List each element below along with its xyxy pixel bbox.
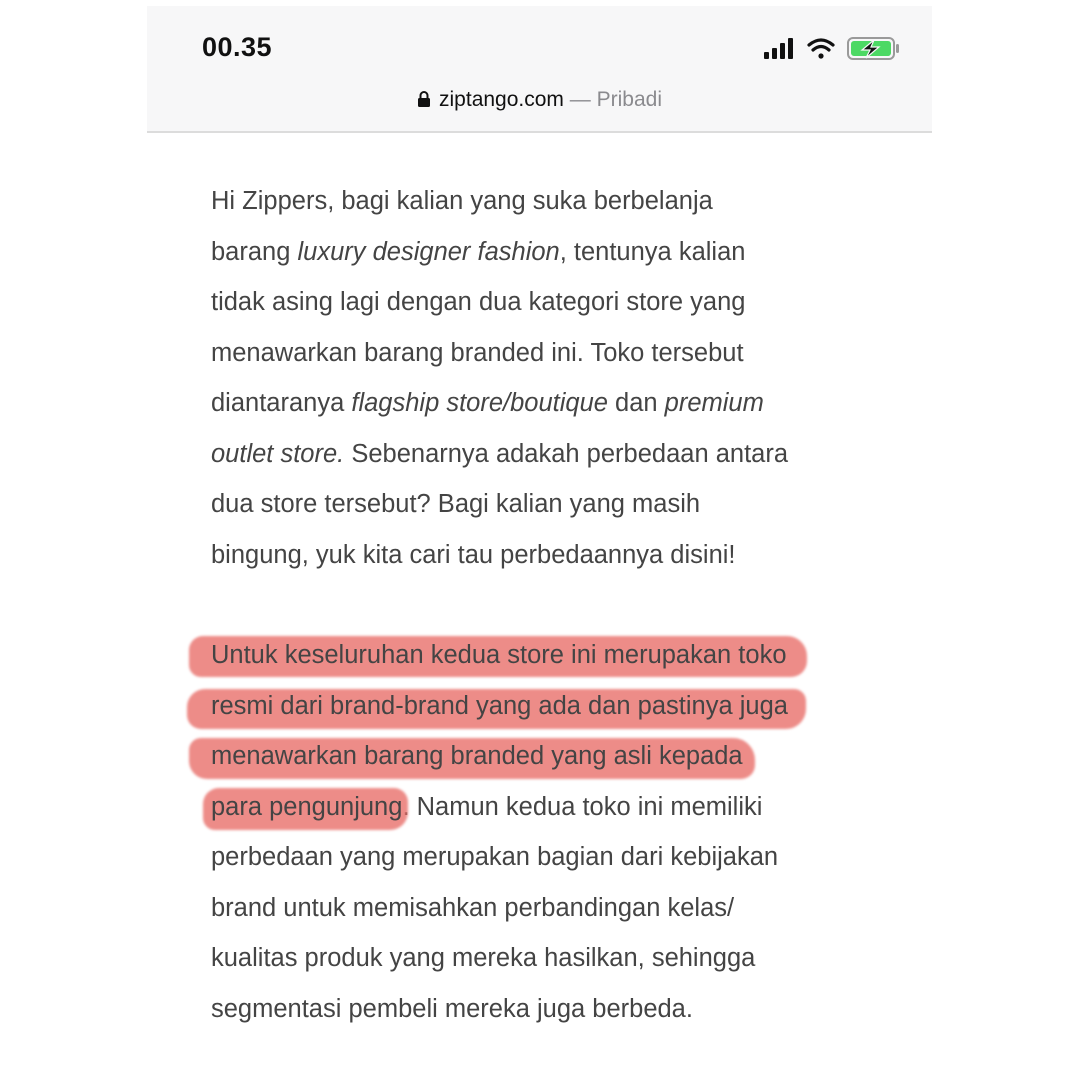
article-line (211, 378, 901, 429)
battery-charging-icon (848, 38, 899, 59)
article-paragraph-intro (211, 176, 901, 580)
article-body (211, 176, 901, 1034)
article-line: kualitas produk yang mereka hasilkan, sehingga (211, 944, 756, 972)
address-separator: — (569, 88, 591, 111)
signal-icon (764, 38, 793, 59)
article-text: . Namun kedua toko ini memiliki (402, 792, 763, 821)
article-text: Sebenarnya adakah perbedaan antara (344, 439, 789, 468)
article-line (211, 277, 901, 328)
lock-icon (417, 90, 431, 114)
article-line: brand untuk memisahkan perbandingan kelas/ (211, 893, 735, 922)
article-line (211, 530, 901, 581)
italic-text: luxury designer fashion (297, 237, 560, 266)
status-icons (764, 36, 906, 60)
article-text: menawarkan barang branded ini. Toko tersebut (211, 338, 744, 367)
article-line (211, 227, 901, 278)
article-text: Hi Zippers, bagi kalian yang suka berbelanja (211, 187, 713, 215)
article-line (211, 731, 901, 782)
article-text: , tentunya kalian (559, 237, 746, 266)
italic-text: premium (664, 389, 764, 417)
address-label: Pribadi (596, 88, 662, 111)
phone-screen (147, 6, 932, 1080)
highlighted-text: resmi dari brand-brand yang ada dan pastinya juga (211, 681, 788, 732)
highlighted-text: Untuk keseluruhan kedua store ini merupakan toko (211, 630, 787, 681)
article-line (211, 782, 901, 833)
highlighted-text: para pengunjung (211, 782, 402, 833)
article-line (211, 429, 901, 480)
wifi-icon (809, 40, 833, 59)
italic-text: outlet store. (211, 439, 345, 468)
article-line (211, 630, 901, 681)
article-text: dua store tersebut? Bagi kalian yang masih (211, 490, 701, 518)
address-bar[interactable] (147, 88, 932, 114)
article-line: segmentasi pembeli mereka juga berbeda. (211, 994, 693, 1023)
article-line (211, 328, 901, 379)
article-text: bingung, yuk kita cari tau perbedaannya disini! (211, 540, 736, 569)
status-time: 00.35 (202, 32, 273, 62)
highlighted-text: menawarkan barang branded yang asli kepada (211, 731, 743, 782)
address-domain: ziptango.com (439, 88, 564, 111)
browser-top-bar (147, 6, 932, 133)
article-text: dan (607, 389, 665, 417)
article-text: tidak asing lagi dengan dua kategori store yang (211, 288, 746, 316)
article-line (211, 681, 901, 732)
italic-text: flagship store/boutique (351, 389, 608, 417)
article-line: perbedaan yang merupakan bagian dari kebijakan (211, 843, 779, 871)
article-line (211, 176, 901, 227)
article-paragraph-highlighted (211, 630, 901, 1034)
article-text: barang (211, 237, 298, 266)
article-text: diantaranya (211, 389, 352, 417)
article-line (211, 479, 901, 530)
